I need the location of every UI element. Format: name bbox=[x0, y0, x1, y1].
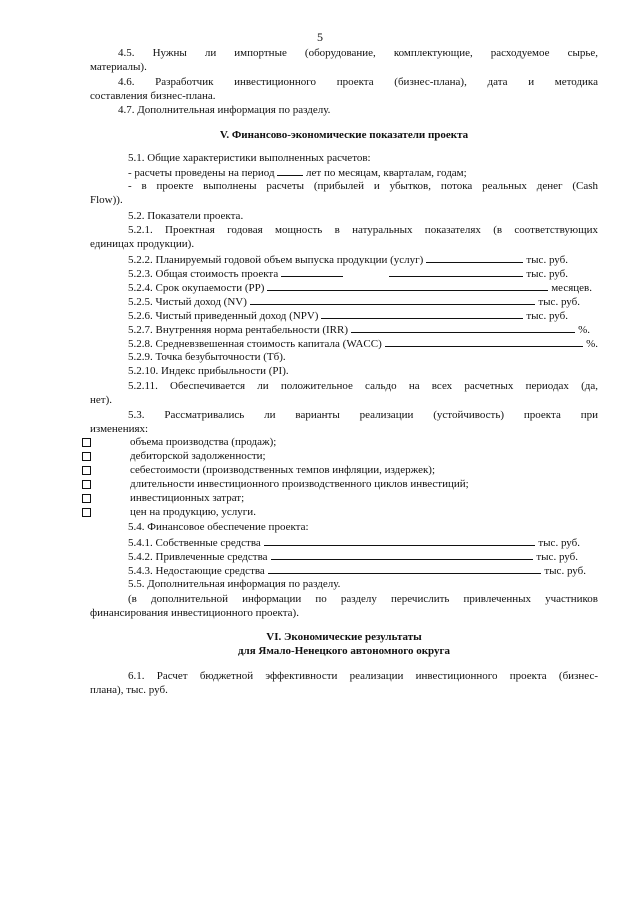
item-5-1-b-line2: Flow)). bbox=[90, 194, 123, 206]
own-funds-blank[interactable] bbox=[264, 535, 536, 546]
item-5-2-9: 5.2.9. Точка безубыточности (Тб). bbox=[128, 351, 286, 363]
item-6-1-line1: 6.1. Расчет бюджетной эффективности реализации инвестиционного проекта (бизнес- bbox=[128, 670, 598, 682]
item-5-2-10: 5.2.10. Индекс прибыльности (PI). bbox=[128, 365, 289, 377]
item-5-4-3: 5.4.3. Недостающие средства тыс. руб. bbox=[128, 565, 586, 577]
item-4-6-line2: составления бизнес-плана. bbox=[90, 90, 216, 102]
period-blank[interactable] bbox=[277, 165, 303, 176]
check-label-3: себестоимости (производственных темпов инфляции, издержек); bbox=[130, 464, 436, 476]
item-5-1-a-pre: - расчеты проведены на период bbox=[128, 167, 275, 179]
check-label-1: объема производства (продаж); bbox=[130, 436, 277, 448]
item-5-2-4: 5.2.4. Срок окупаемости (PP) месяцев. bbox=[128, 282, 592, 294]
item-4-6-line1: 4.6. Разработчик инвестиционного проекта (бизнес-плана), дата и методика bbox=[118, 76, 598, 88]
item-5-2-6: 5.2.6. Чистый приведенный доход (NPV) тыс. руб. bbox=[128, 310, 568, 322]
page-number: 5 bbox=[317, 30, 323, 44]
item-5-1-a bbox=[128, 165, 598, 180]
checkbox-receivables[interactable] bbox=[82, 452, 91, 461]
wacc-blank[interactable] bbox=[385, 336, 583, 347]
checkbox-prices[interactable] bbox=[82, 508, 91, 517]
item-5-4-2: 5.4.2. Привлеченные средства тыс. руб. bbox=[128, 551, 578, 563]
item-5-2-1-line1: 5.2.1. Проектная годовая мощность в натуральных показателях (в соответствующих bbox=[128, 224, 598, 236]
item-5-2-5: 5.2.5. Чистый доход (NV) тыс. руб. bbox=[128, 296, 580, 308]
raised-funds-blank[interactable] bbox=[271, 549, 534, 560]
missing-funds-blank[interactable] bbox=[268, 563, 542, 574]
item-5-2-11-line1: 5.2.11. Обеспечивается ли положительное сальдо на всех расчетных периодах (да, bbox=[128, 380, 598, 392]
item-5-4-1: 5.4.1. Собственные средства тыс. руб. bbox=[128, 537, 580, 549]
item-5-5-note-line1: (в дополнительной информации по разделу перечислить привлеченных участников bbox=[128, 593, 598, 605]
checkbox-investment-costs[interactable] bbox=[82, 494, 91, 503]
check-label-2: дебиторской задолженности; bbox=[130, 450, 266, 462]
check-label-6: цен на продукцию, услуги. bbox=[130, 506, 256, 518]
section-5-title: V. Финансово-экономические показатели проекта bbox=[219, 129, 469, 141]
item-4-5-line1: 4.5. Нужны ли импортные (оборудование, комплектующие, расходуемое сырье, bbox=[118, 47, 598, 59]
item-5-2-3: 5.2.3. Общая стоимость проекта тыс. руб. bbox=[128, 268, 568, 280]
item-5-1: 5.1. Общие характеристики выполненных расчетов: bbox=[128, 152, 371, 164]
item-5-5: 5.5. Дополнительная информация по разделу. bbox=[128, 578, 341, 590]
project-cost-blank-1[interactable] bbox=[281, 266, 343, 277]
item-5-1-b-line1: - в проекте выполнены расчеты (прибылей и убытков, потока реальных денег (Cash bbox=[128, 180, 598, 192]
section-6-subtitle: для Ямало-Ненецкого автономного округа bbox=[237, 645, 451, 657]
item-6-1-line2: плана), тыс. руб. bbox=[90, 684, 168, 696]
item-5-2-11-line2: нет). bbox=[90, 394, 112, 406]
item-4-5-line2: материалы). bbox=[90, 61, 147, 73]
item-5-2-2: 5.2.2. Планируемый годовой объем выпуска продукции (услуг) тыс. руб. bbox=[128, 254, 568, 266]
irr-blank[interactable] bbox=[351, 322, 575, 333]
item-5-1-a-post: лет по месяцам, кварталам, годам; bbox=[306, 167, 467, 179]
item-5-2-8: 5.2.8. Средневзвешенная стоимость капитала (WACC) %. bbox=[128, 338, 598, 350]
checkbox-cycle-duration[interactable] bbox=[82, 480, 91, 489]
item-5-2: 5.2. Показатели проекта. bbox=[128, 210, 244, 222]
item-5-4: 5.4. Финансовое обеспечение проекта: bbox=[128, 521, 309, 533]
item-5-2-1-line2: единицах продукции). bbox=[90, 238, 195, 250]
item-5-2-7: 5.2.7. Внутренняя норма рентабельности (IRR) %. bbox=[128, 324, 590, 336]
item-5-3-line1: 5.3. Рассматривались ли варианты реализации (устойчивость) проекта при bbox=[128, 409, 598, 421]
section-6-title: VI. Экономические результаты bbox=[266, 631, 422, 643]
item-5-5-note-line2: финансирования инвестиционного проекта). bbox=[90, 607, 299, 619]
checkbox-production-volume[interactable] bbox=[82, 438, 91, 447]
payback-blank[interactable] bbox=[267, 280, 548, 291]
item-4-7: 4.7. Дополнительная информация по разделу. bbox=[118, 104, 331, 116]
check-label-5: инвестиционных затрат; bbox=[130, 492, 245, 504]
net-income-blank[interactable] bbox=[250, 294, 535, 305]
item-5-3-line2: изменениях: bbox=[90, 423, 149, 435]
npv-blank[interactable] bbox=[321, 308, 523, 319]
output-volume-blank[interactable] bbox=[426, 252, 523, 263]
check-label-4: длительности инвестиционного производственного циклов инвестиций; bbox=[130, 478, 469, 490]
project-cost-blank-2[interactable] bbox=[389, 266, 523, 277]
checkbox-cost[interactable] bbox=[82, 466, 91, 475]
